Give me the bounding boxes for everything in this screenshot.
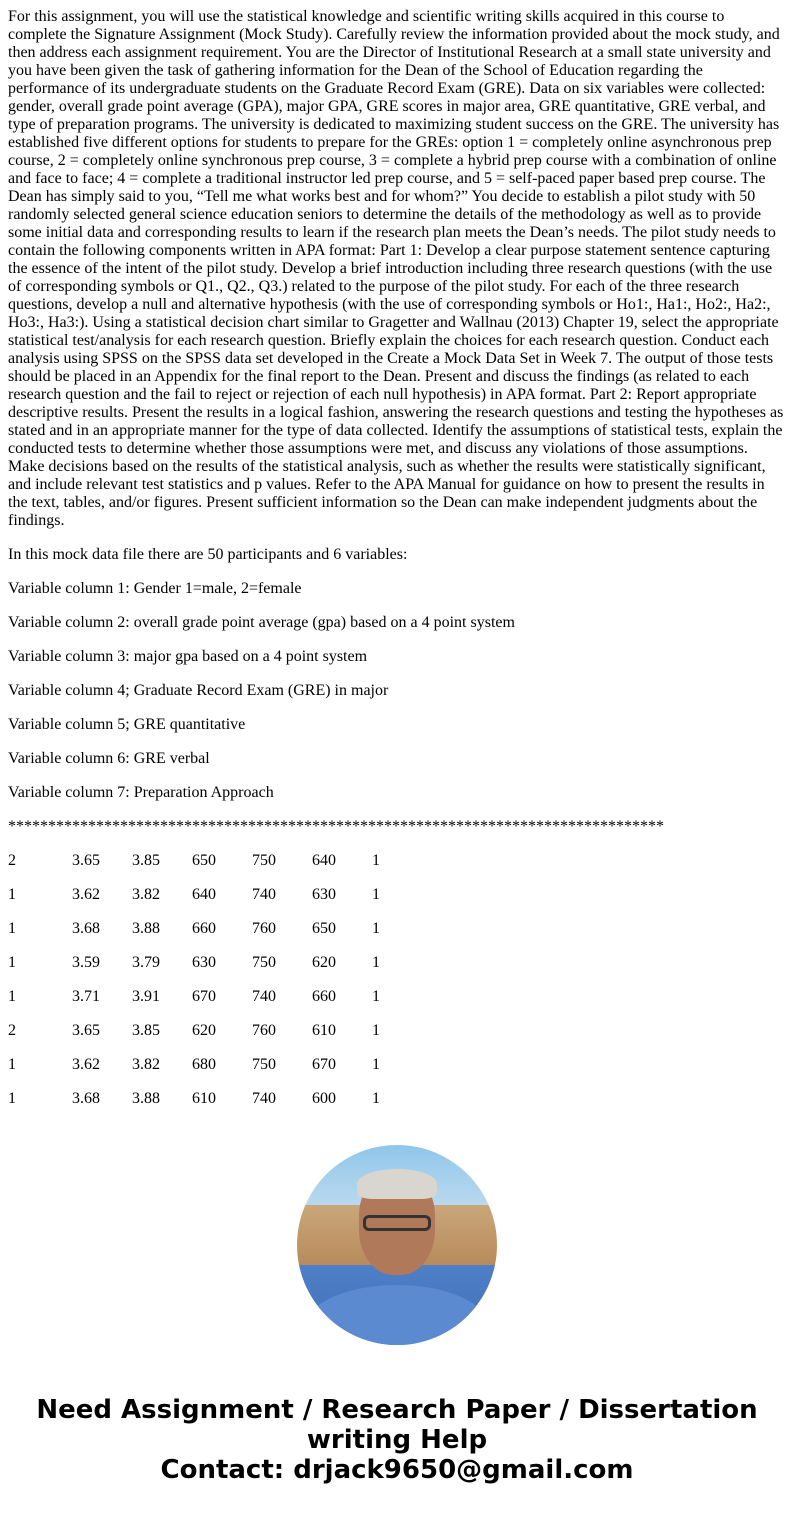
table-cell: 680 — [192, 1056, 216, 1073]
variable-description: Variable column 6: GRE verbal — [8, 750, 210, 767]
table-cell: 1 — [8, 1090, 16, 1107]
table-cell: 3.68 — [72, 1090, 100, 1107]
table-cell: 3.79 — [132, 954, 160, 971]
table-cell: 610 — [312, 1022, 336, 1039]
table-cell: 670 — [192, 988, 216, 1005]
separator: ********************************************************************************** — [8, 818, 664, 835]
table-cell: 610 — [192, 1090, 216, 1107]
table-row — [8, 954, 786, 972]
table-cell: 3.62 — [72, 1056, 100, 1073]
table-cell: 3.59 — [72, 954, 100, 971]
table-cell: 1 — [372, 1056, 380, 1073]
table-cell: 620 — [192, 1022, 216, 1039]
table-cell: 3.91 — [132, 988, 160, 1005]
table-row — [8, 920, 786, 938]
promo-footer — [8, 1395, 786, 1485]
table-cell: 1 — [372, 988, 380, 1005]
table-cell: 760 — [252, 920, 276, 937]
table-cell: 1 — [372, 1090, 380, 1107]
table-cell: 600 — [312, 1090, 336, 1107]
variable-description: Variable column 4; Graduate Record Exam (GRE) in major — [8, 682, 389, 699]
table-cell: 1 — [8, 988, 16, 1005]
table-cell: 620 — [312, 954, 336, 971]
variable-description: Variable column 5; GRE quantitative — [8, 716, 246, 733]
table-cell: 3.68 — [72, 920, 100, 937]
table-cell: 3.85 — [132, 852, 160, 869]
table-cell: 3.82 — [132, 1056, 160, 1073]
table-cell: 740 — [252, 988, 276, 1005]
table-cell: 650 — [312, 920, 336, 937]
table-cell: 660 — [192, 920, 216, 937]
variable-description: Variable column 7: Preparation Approach — [8, 784, 274, 801]
table-cell: 2 — [8, 1022, 16, 1039]
table-cell: 1 — [372, 1022, 380, 1039]
table-cell: 3.82 — [132, 886, 160, 903]
table-cell: 3.88 — [132, 920, 160, 937]
table-cell: 760 — [252, 1022, 276, 1039]
table-row — [8, 852, 786, 870]
table-cell: 740 — [252, 1090, 276, 1107]
table-cell: 1 — [372, 920, 380, 937]
table-cell: 630 — [192, 954, 216, 971]
table-cell: 1 — [8, 886, 16, 903]
table-cell: 3.62 — [72, 886, 100, 903]
author-photo — [297, 1145, 497, 1345]
data-table — [8, 852, 786, 1108]
table-cell: 1 — [372, 954, 380, 971]
table-cell: 650 — [192, 852, 216, 869]
table-cell: 740 — [252, 886, 276, 903]
table-row — [8, 988, 786, 1006]
table-row — [8, 1056, 786, 1074]
table-cell: 3.88 — [132, 1090, 160, 1107]
table-cell: 1 — [8, 1056, 16, 1073]
table-row — [8, 886, 786, 904]
table-cell: 670 — [312, 1056, 336, 1073]
table-cell: 640 — [192, 886, 216, 903]
table-cell: 3.71 — [72, 988, 100, 1005]
table-cell: 1 — [372, 886, 380, 903]
table-cell: 630 — [312, 886, 336, 903]
table-cell: 1 — [372, 852, 380, 869]
variable-description: Variable column 2: overall grade point average (gpa) based on a 4 point system — [8, 614, 515, 631]
table-row — [8, 1090, 786, 1108]
promo-line: Need Assignment / Research Paper / Dissertation writing Help — [36, 1395, 758, 1455]
table-cell: 1 — [8, 920, 16, 937]
table-cell: 3.85 — [132, 1022, 160, 1039]
table-cell: 750 — [252, 852, 276, 869]
contact-line: Contact: drjack9650@gmail.com — [160, 1455, 634, 1485]
table-cell: 3.65 — [72, 852, 100, 869]
table-cell: 3.65 — [72, 1022, 100, 1039]
table-row — [8, 1022, 786, 1040]
table-cell: 640 — [312, 852, 336, 869]
data-summary: In this mock data file there are 50 participants and 6 variables: — [8, 546, 408, 563]
assignment-description: For this assignment, you will use the statistical knowledge and scientific writing skills acquired in this course to complete the Signature Assignment (Mock Study). Carefully review the information provided about the mock study, and then address each assignment requirement. You are the Director of Institutional Research at a small state university and you have been given the task of gathering information for the Dean of the School of Education regarding the performance of its undergraduate students on the Graduate Record Exam (GRE). Data on six variables were collected: gender, overall grade point average (GPA), major GPA, GRE scores in major area, GRE quantitative, GRE verbal, and type of preparation programs. The university is dedicated to maximizing student success on the GRE. The university has established five different options for students to prepare for the GREs: option 1 = completely online asynchronous prep course, 2 = completely online synchronous prep course, 3 = complete a hybrid prep course with a combination of online and face to face; 4 = complete a traditional instructor led prep course, and 5 = self-paced paper based prep course. The Dean has simply said to you, “Tell me what works best and for whom?” You decide to establish a pilot study with 50 randomly selected general science education seniors to determine the details of the methodology as well as to provide some initial data and corresponding results to learn if the research plan meets the Dean’s needs. The pilot study needs to contain the following components written in APA format: Part 1: Develop a clear purpose statement sentence capturing the essence of the intent of the pilot study. Develop a brief introduction including three research questions (with the use of corresponding symbols or Q1., Q2., Q3.) related to the purpose of the pilot study. For each of the three research questions, develop a null and alternative hypothesis (with the use of corresponding symbols or Ho1:, Ha1:, Ho2:, Ha2:, Ho3:, Ha3:). Using a statistical decision chart similar to Gragetter and Wallnau (2013) Chapter 19, select the appropriate statistical test/analysis for each research question. Briefly explain the choices for each research question. Conduct each analysis using SPSS on the SPSS data set developed in the Create a Mock Data Set in Week 7. The output of those tests should be placed in an Appendix for the final report to the Dean. Present and discuss the findings (as related to each research question and the fail to reject or rejection of each null hypothesis) in APA format. Part 2: Report appropriate descriptive results. Present the results in a logical fashion, answering the research questions and testing the hypotheses as stated and in an appropriate manner for the type of data collected. Identify the assumptions of statistical tests, explain the conducted tests to determine whether those assumptions were met, and discuss any violations of those assumptions. Make decisions based on the results of the statistical analysis, such as whether the results were statistically significant, and include relevant test statistics and p values. Refer to the APA Manual for guidance on how to present the results in the text, tables, and/or figures. Present sufficient information so the Dean can make independent judgments about the findings. — [8, 8, 784, 529]
variable-description: Variable column 3: major gpa based on a 4 point system — [8, 648, 368, 665]
table-cell: 2 — [8, 852, 16, 869]
table-cell: 750 — [252, 954, 276, 971]
table-cell: 750 — [252, 1056, 276, 1073]
table-cell: 660 — [312, 988, 336, 1005]
variable-description: Variable column 1: Gender 1=male, 2=female — [8, 580, 302, 597]
table-cell: 1 — [8, 954, 16, 971]
